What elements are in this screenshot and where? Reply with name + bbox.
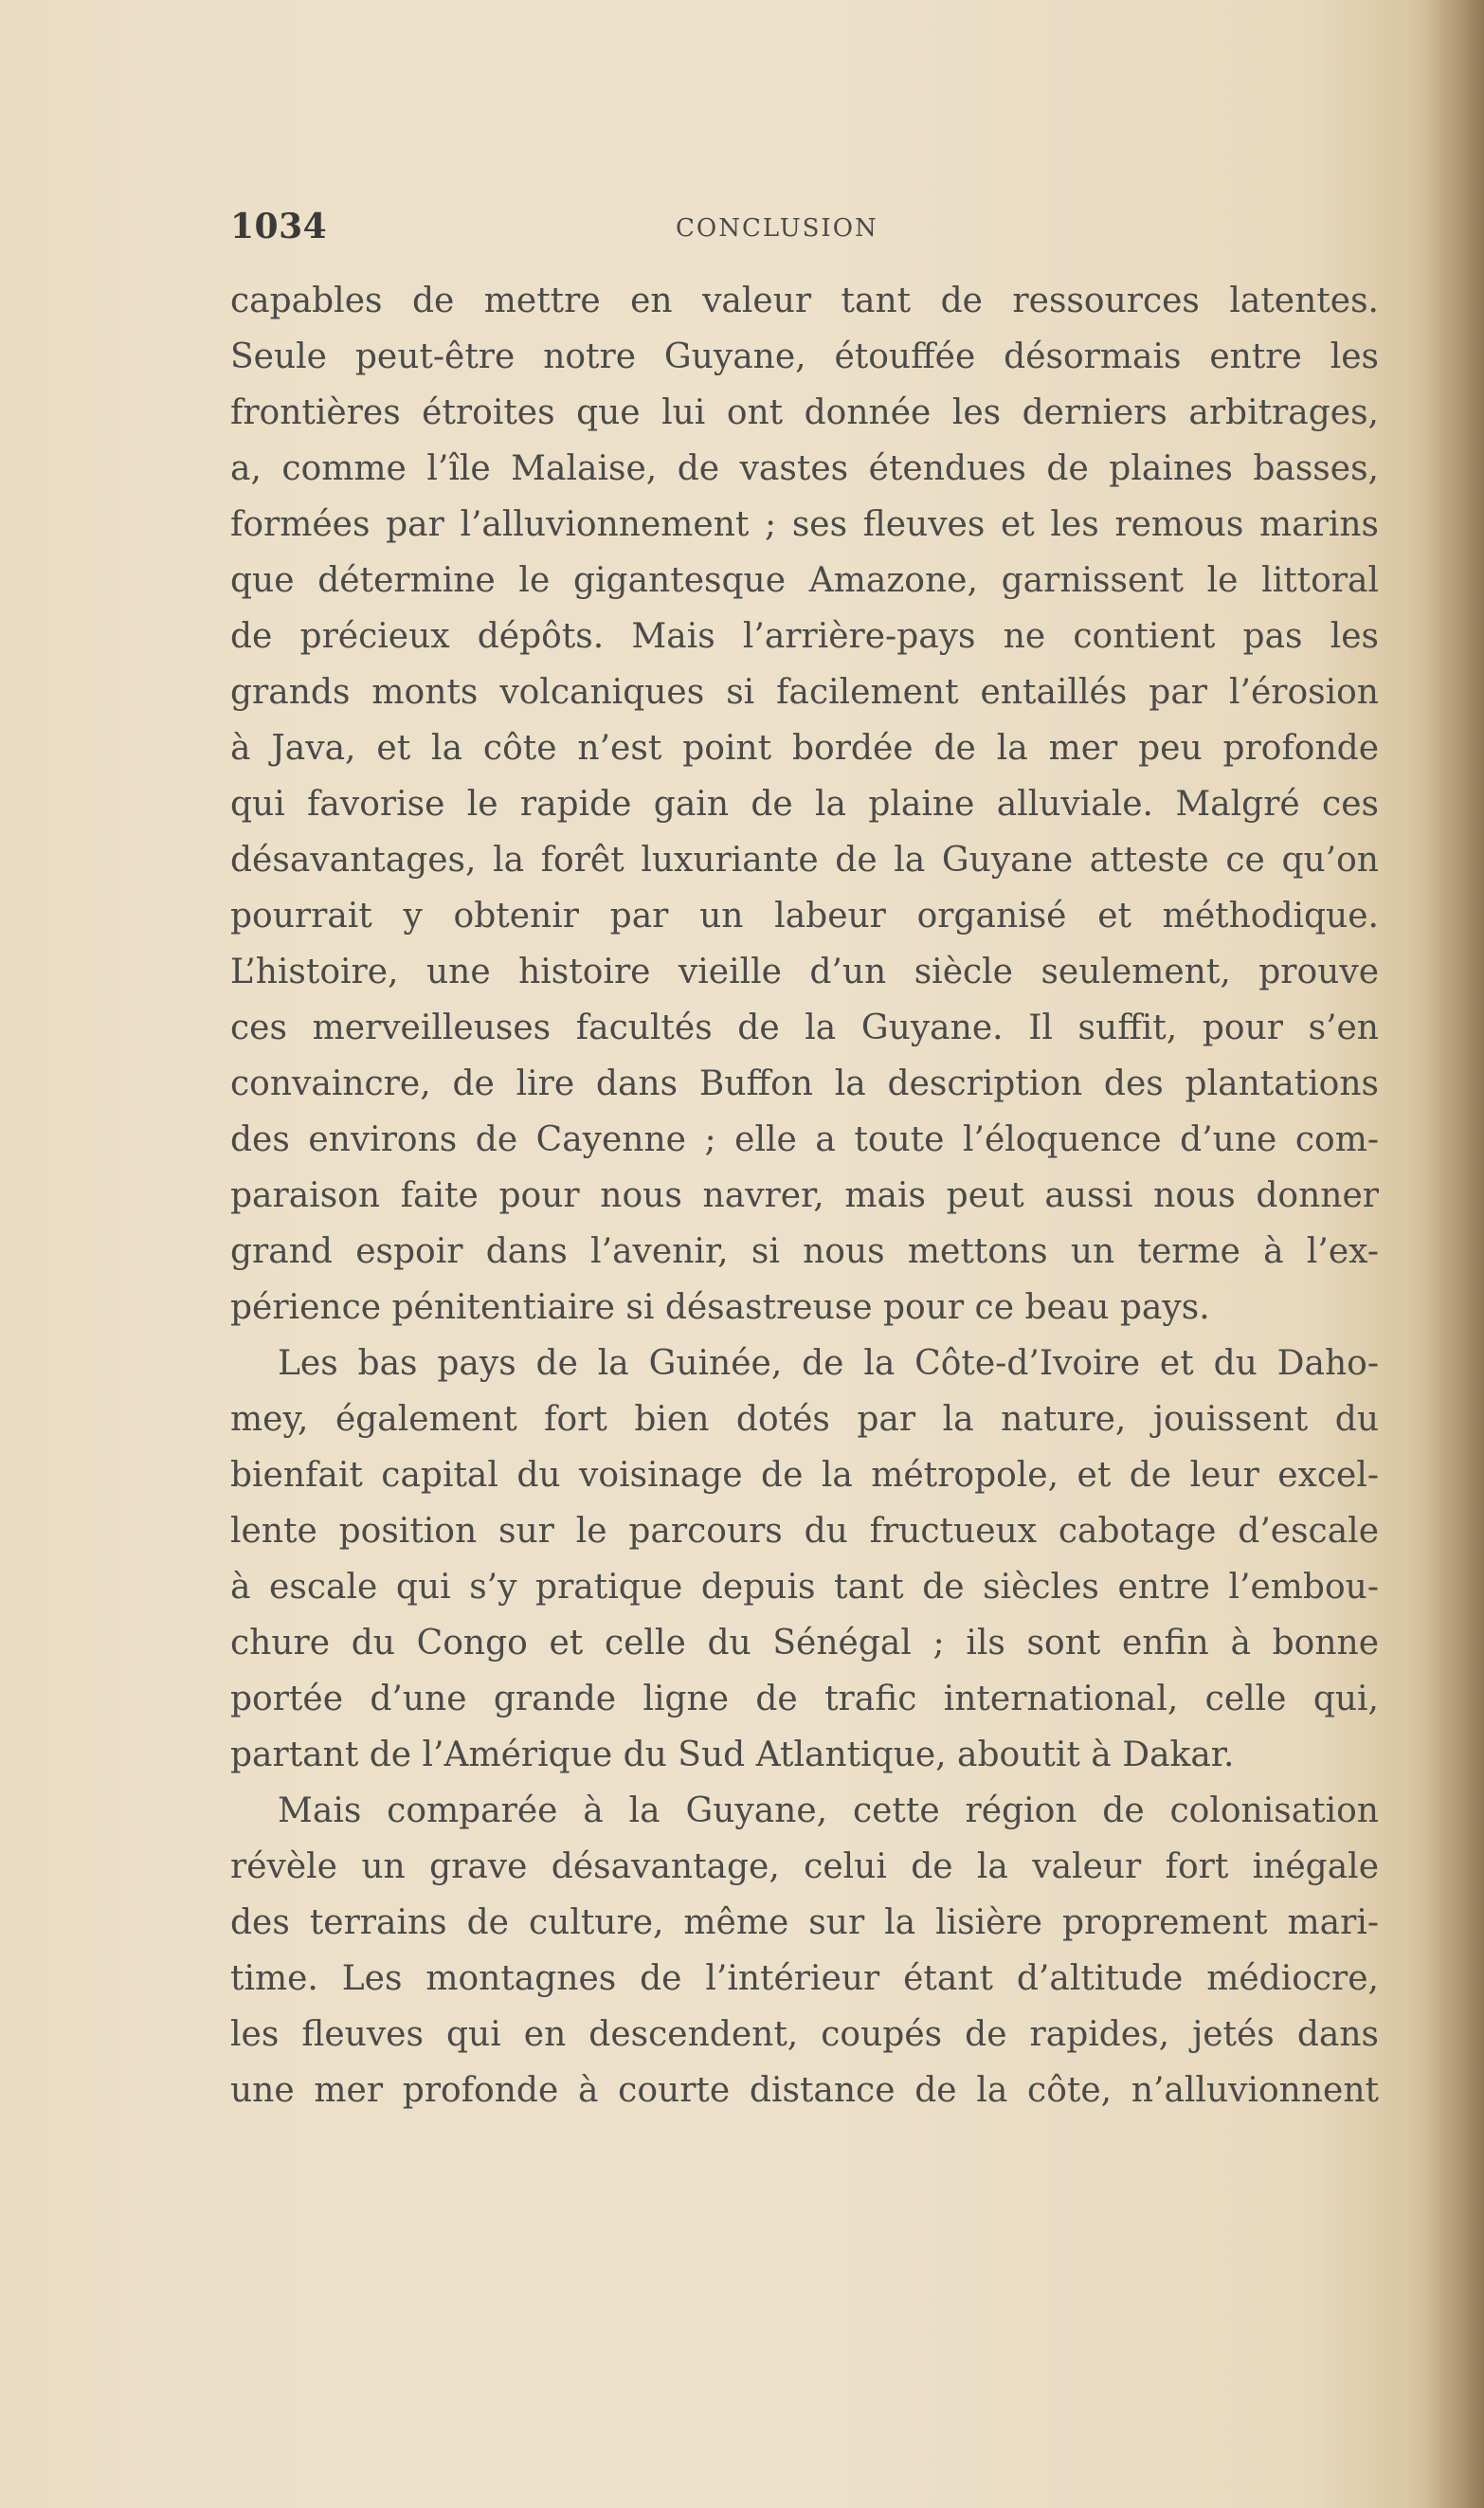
text-line: bienfait capital du voisinage de la métropole, et de leur excel- <box>230 1456 1379 1495</box>
text-line: portée d’une grande ligne de trafic international, celle qui, <box>230 1680 1379 1718</box>
text-line: chure du Congo et celle du Sénégal ; ils sont enfin à bonne <box>230 1624 1379 1663</box>
text-line: qui favorise le rapide gain de la plaine alluviale. Malgré ces <box>230 785 1379 824</box>
text-line: à escale qui s’y pratique depuis tant de siècles entre l’embou- <box>230 1568 1379 1607</box>
text-line: les fleuves qui en descendent, coupés de rapides, jetés dans <box>230 2015 1379 2054</box>
page-edge-shadow <box>1427 0 1484 2508</box>
text-line: grand espoir dans l’avenir, si nous mettons un terme à l’ex- <box>230 1232 1379 1271</box>
text-line: a, comme l’île Malaise, de vastes étendues de plaines basses, <box>230 449 1379 488</box>
text-line: lente position sur le parcours du fructueux cabotage d’escale <box>230 1512 1379 1551</box>
text-line: frontières étroites que lui ont donnée les derniers arbitrages, <box>230 393 1379 432</box>
text-line: convaincre, de lire dans Buffon la description des plantations <box>230 1064 1379 1103</box>
text-line: que détermine le gigantesque Amazone, garnissent le littoral <box>230 561 1379 600</box>
text-line: grands monts volcaniques si facilement entaillés par l’érosion <box>230 673 1379 712</box>
text-line: des terrains de culture, même sur la lisière proprement mari- <box>230 1903 1379 1942</box>
text-line: Les bas pays de la Guinée, de la Côte-d’Ivoire et du Daho- <box>278 1344 1379 1383</box>
text-line: ces merveilleuses facultés de la Guyane. Il suffit, pour s’en <box>230 1009 1379 1047</box>
text-line: L’histoire, une histoire vieille d’un siècle seulement, prouve <box>230 953 1379 991</box>
text-line: une mer profonde à courte distance de la côte, n’alluvionnent <box>230 2071 1379 2110</box>
text-line: partant de l’Amérique du Sud Atlantique, aboutit à Dakar. <box>230 1736 1235 1774</box>
text-line: à Java, et la côte n’est point bordée de la mer peu profonde <box>230 729 1379 768</box>
text-line: pourrait y obtenir par un labeur organisé et méthodique. <box>230 897 1379 936</box>
text-line: formées par l’alluvionnement ; ses fleuves et les remous marins <box>230 505 1379 544</box>
text-line: capables de mettre en valeur tant de ressources latentes. <box>230 282 1379 320</box>
text-line: mey, également fort bien dotés par la nature, jouissent du <box>230 1400 1379 1439</box>
page-number: 1034 <box>230 207 328 246</box>
text-line: révèle un grave désavantage, celui de la valeur fort inégale <box>230 1847 1379 1886</box>
text-line: des environs de Cayenne ; elle a toute l’éloquence d’une com- <box>230 1120 1379 1159</box>
text-line: paraison faite pour nous navrer, mais peut aussi nous donner <box>230 1176 1379 1215</box>
text-line: périence pénitentiaire si désastreuse pour ce beau pays. <box>230 1288 1210 1327</box>
text-line: de précieux dépôts. Mais l’arrière-pays ne contient pas les <box>230 617 1379 656</box>
text-line: Seule peut-être notre Guyane, étouffée désormais entre les <box>230 337 1379 376</box>
running-title: CONCLUSION <box>676 214 878 243</box>
body-text <box>230 273 1379 2118</box>
page-header <box>230 207 1386 254</box>
text-line: Mais comparée à la Guyane, cette région de colonisation <box>278 1791 1379 1830</box>
text-line: time. Les montagnes de l’intérieur étant d’altitude médiocre, <box>230 1959 1379 1998</box>
text-line: désavantages, la forêt luxuriante de la Guyane atteste ce qu’on <box>230 841 1379 880</box>
